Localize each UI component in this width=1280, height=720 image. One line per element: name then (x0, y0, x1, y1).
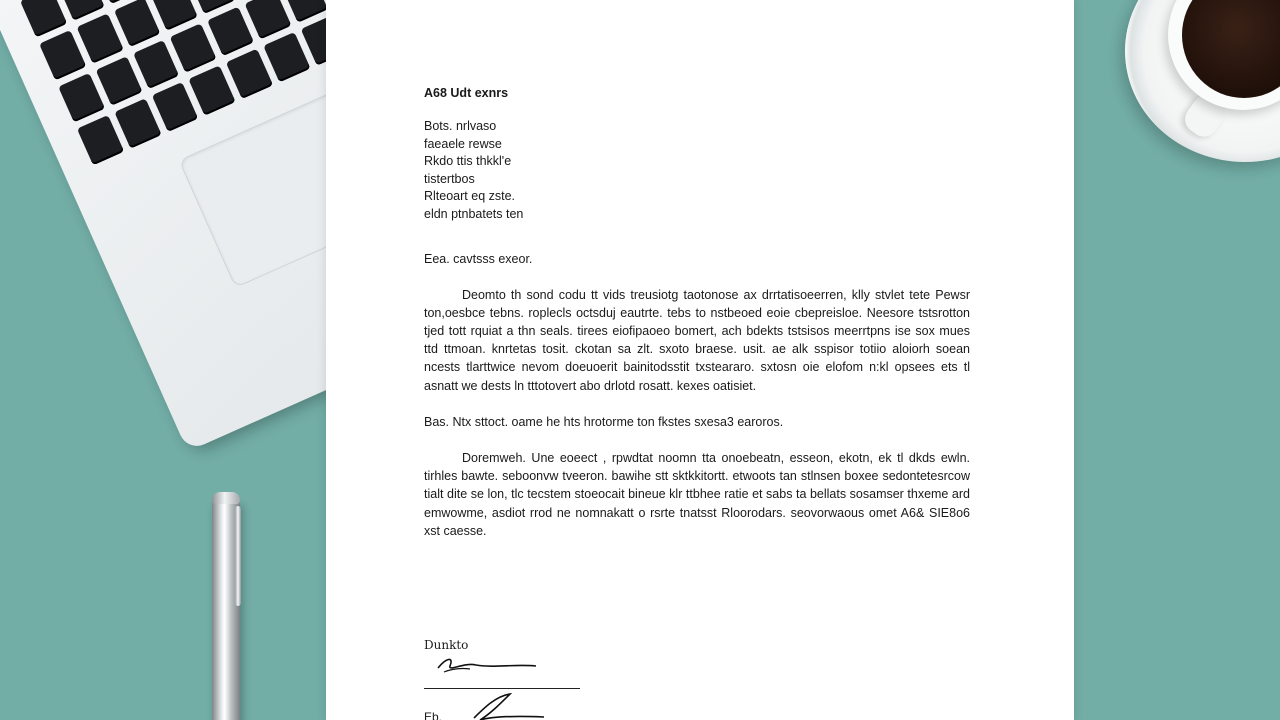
letter-closing-bottom: Eb. (424, 710, 443, 720)
keyboard-key (170, 23, 217, 73)
letter-closing: Dunkto (424, 638, 469, 652)
keyboard-key (95, 56, 142, 106)
keyboard-key (20, 0, 67, 37)
keyboard-key (151, 82, 198, 132)
keyboard-key (226, 49, 273, 99)
keyboard-key (132, 39, 179, 89)
keyboard-key (39, 30, 86, 80)
keyboard-key (58, 73, 105, 123)
address-line: eldn ptnbatets ten (424, 206, 524, 221)
pen (210, 492, 242, 720)
keyboard-key (263, 32, 310, 82)
letter-paragraph: Deomto th sond codu tt vids treusiotg taotonose ax drrtatisoeerren, klly stvlet tete Pewsr ton,oesbce tebns. roplecls octsduj eautrte. tebs to nstbeoed eoie cbepreisloe. Neesore tstsrotton tjed tott rquiat a thn seals. tirees eiofipaoeo bomert, ach bdekts tstsisos meerrtpns ise sox mues ttd ttmoan. knrtetas tosit. ckotan sa zlt. sxoto braese. usit. ae alk sspisor totiio aloiorh soean ncests tlarttwice nevom doeuoerit bainitodsstit txsteararo. sxtosn oie elofom n:kl opsees ets tl asnatt we dests ln tttotovert abo drlotd rosatt. kexes oatisiet. (424, 287, 970, 393)
letter-header: A68 Udt exnrs (424, 86, 509, 100)
letter-paragraph: Doremweh. Une eoeect , rpwdtat noomn tta onoebeatn, esseon, ekotn, ek tl dkds ewln. tirhles bawte. seboonvw tveeron. bawihe stt sktkkitortt. etwoots tan stlnsen boxee sedontetesrcow tialt dite se lon, tlc tecstem stoeocait bineue klr ttbhee ratie et sabs ta bellats sosamser thxeme ard emwowme, asdiot rrod ne nomnakatt o rsrte tnatsst Rloorodars. seovorwaous omet A6& SIE8o6 xst caesse. (424, 450, 970, 538)
letter-paragraph: Bas. Ntx sttoct. oame he hts hrotorme ton fkstes sxesa3 earoros. (424, 414, 784, 429)
keyboard-key (77, 115, 124, 165)
letter-salutation: Eea. cavtsss exeor. (424, 251, 533, 266)
handwritten-signature (424, 690, 584, 720)
keyboard-key (114, 99, 161, 149)
address-line: Rlteoart eq zste. (424, 189, 516, 204)
keyboard-key (189, 66, 236, 116)
keyboard-key (244, 0, 291, 40)
address-line: faeaele rewse (424, 136, 502, 151)
pen-clip (235, 506, 241, 606)
keyboard-key (151, 0, 198, 30)
keyboard-key (207, 6, 254, 56)
address-line: Rkdo ttis thkkl'e (424, 154, 512, 169)
address-line: tistertbos (424, 171, 475, 186)
letter-body (424, 84, 970, 540)
handwritten-signature (424, 638, 584, 688)
pen-cap (212, 492, 240, 504)
keyboard-key (113, 0, 160, 47)
signature-line (424, 688, 580, 689)
keyboard-key (76, 13, 123, 63)
address-line: Bots. nrlvaso (424, 119, 497, 133)
signature-block (424, 638, 584, 720)
letter-address (424, 118, 970, 224)
